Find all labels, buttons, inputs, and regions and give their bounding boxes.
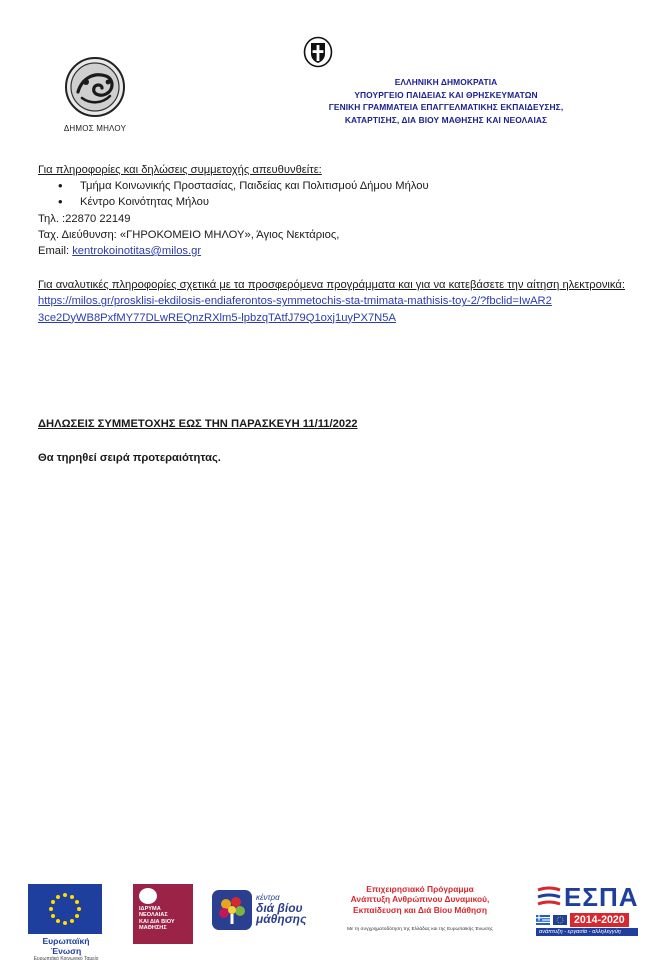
espa-wordmark: ΕΣΠΑ bbox=[564, 882, 639, 912]
funding-logos-bar bbox=[0, 876, 659, 960]
contact-list bbox=[58, 178, 650, 210]
contact-list-item: • Κέντρο Κοινότητας Μήλου bbox=[58, 194, 650, 210]
kdvm-line: κέντρα bbox=[256, 893, 280, 902]
eu-fund-name: Ευρωπαϊκό Κοινωνικό Ταμείο bbox=[33, 956, 99, 960]
email-line bbox=[38, 243, 650, 259]
programme-line: Επιχειρησιακό Πρόγραμμα bbox=[366, 884, 474, 894]
municipality-logo-block bbox=[40, 56, 150, 133]
ministry-line: ΥΠΟΥΡΓΕΙΟ ΠΑΙΔΕΙΑΣ ΚΑΙ ΘΡΗΣΚΕΥΜΑΤΩΝ bbox=[354, 89, 538, 100]
eu-logo bbox=[28, 884, 104, 960]
inedivim-text-line: ΙΔΡΥΜΑ bbox=[139, 906, 161, 912]
espa-stripes-icon bbox=[536, 886, 562, 908]
inedivim-text-line: ΝΕΟΛΑΙΑΣ bbox=[139, 912, 168, 919]
cofunding-note: Με τη συγχρηματοδότηση της Ελλάδας και της Ευρωπαϊκής Ένωσης bbox=[347, 927, 493, 933]
milos-coin-logo bbox=[64, 56, 126, 118]
programme-line: Ανάπτυξη Ανθρώπινου Δυναμικού, bbox=[350, 894, 490, 905]
ministry-header bbox=[281, 76, 611, 126]
details-intro: Για αναλυτικές πληροφορίες σχετικά με τα προσφερόμενα προγράμματα και για να κατεβάσετε την αίτηση ηλεκτρονικά: bbox=[38, 279, 625, 292]
priority-notice: Θα τηρηθεί σειρά προτεραιότητας. bbox=[38, 452, 221, 464]
eu-flag-icon bbox=[28, 884, 102, 934]
email-label: Email: bbox=[38, 245, 73, 258]
espa-years: 2014-2020 bbox=[570, 913, 629, 927]
greek-flag-icon bbox=[536, 915, 550, 925]
kdvm-line: διά βίου bbox=[256, 901, 303, 915]
lifelong-learning-text bbox=[256, 892, 306, 925]
espa-logo bbox=[536, 884, 646, 936]
details-url-block bbox=[38, 293, 558, 325]
tree-icon bbox=[212, 890, 252, 930]
inedivim-text-line: ΜΑΘΗΣΗΣ bbox=[139, 925, 167, 932]
phone-number: Τηλ. :22870 22149 bbox=[38, 212, 131, 225]
greek-coat-of-arms-icon bbox=[303, 36, 333, 73]
kdvm-line: μάθησης bbox=[256, 912, 307, 926]
inedivim-logo bbox=[133, 884, 193, 944]
eu-small-flag-icon bbox=[553, 915, 567, 925]
document-body bbox=[38, 162, 650, 326]
ministry-line: ΚΑΤΑΡΤΙΣΗΣ, ΔΙΑ ΒΙΟΥ ΜΑΘΗΣΗΣ ΚΑΙ ΝΕΟΛΑΙΑΣ bbox=[344, 114, 548, 125]
postal-address: Ταχ. Διεύθυνση: «ΓΗΡΟΚΟΜΕΙΟ ΜΗΛΟΥ», Άγιος Νεκτάριος, bbox=[38, 228, 340, 241]
inedivim-text-line: ΚΑΙ ΔΙΑ ΒΙΟΥ bbox=[139, 918, 175, 925]
ministry-line: ΓΕΝΙΚΗ ΓΡΑΜΜΑΤΕΙΑ ΕΠΑΓΓΕΛΜΑΤΙΚΗΣ ΕΚΠΑΙΔΕΥΣΗΣ, bbox=[328, 102, 564, 113]
municipality-name: ΔΗΜΟΣ ΜΗΛΟΥ bbox=[63, 124, 127, 133]
profile-head-icon bbox=[139, 888, 157, 904]
contact-list-item: • Τμήμα Κοινωνικής Προστασίας, Παιδείας και Πολιτισμού Δήμου Μήλου bbox=[58, 178, 650, 194]
operational-programme-logo bbox=[322, 884, 518, 936]
eu-name: Ευρωπαϊκή Ένωση bbox=[42, 936, 90, 956]
application-url-link[interactable]: https://milos.gr/prosklisi-ekdilosis-endiaferontos-symmetochis-sta-tmimata-mathisis-toy-2/?fbclid=IwAR23ce2DyWB8PxfMY77DLwREQnzRXlm5-lpbzqTAtfJ79Q1oxj1uyPX7N5A bbox=[38, 295, 552, 324]
ministry-line: ΕΛΛΗΝΙΚΗ ΔΗΜΟΚΡΑΤΙΑ bbox=[394, 77, 498, 87]
espa-slogan: ανάπτυξη - εργασία - αλληλεγγύη bbox=[536, 928, 638, 936]
programme-line: Εκπαίδευση και Διά Βίου Μάθηση bbox=[352, 904, 488, 915]
email-link[interactable]: kentrokoinotitas@milos.gr bbox=[72, 245, 202, 258]
contact-intro: Για πληροφορίες και δηλώσεις συμμετοχής απευθυνθείτε: bbox=[38, 164, 322, 176]
deadline-notice: ΔΗΛΩΣΕΙΣ ΣΥΜΜΕΤΟΧΗΣ ΕΩΣ ΤΗΝ ΠΑΡΑΣΚΕΥΗ 11/11/2022 bbox=[38, 418, 358, 430]
